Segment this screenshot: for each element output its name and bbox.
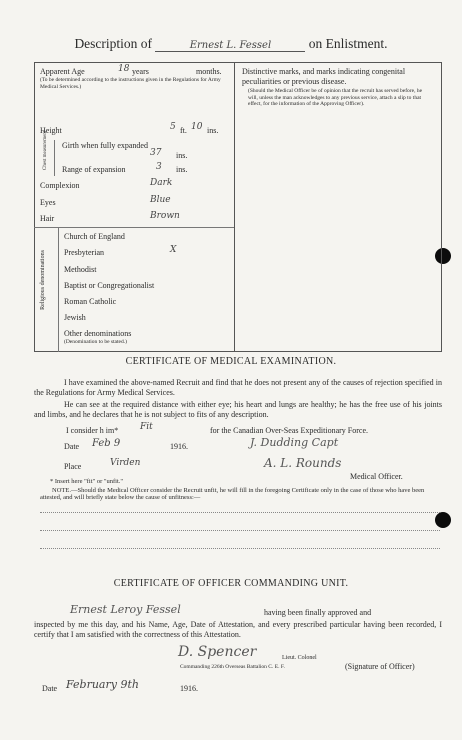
religion-other-note: (Denomination to be stated.) <box>64 339 127 345</box>
religion-top-rule <box>34 227 234 228</box>
commanding-year: 1916. <box>180 684 198 693</box>
age-note: (To be determined according to the instructions given in the Regulations for Army Medical Services.) <box>40 77 221 90</box>
presbyterian-mark: X <box>170 245 177 255</box>
medical-date-label: Date <box>64 442 80 451</box>
hair-value: Brown <box>150 211 180 221</box>
medical-heading: CERTIFICATE OF MEDICAL EXAMINATION. <box>125 356 337 367</box>
eyes-label: Eyes <box>40 198 56 207</box>
ins-label: ins. <box>207 126 219 135</box>
range-label: Range of expansion <box>62 165 126 174</box>
officer-signature-1: J. Dudding Capt <box>250 436 339 449</box>
religion-roman-catholic: Roman Catholic <box>64 297 117 306</box>
religion-baptist: Baptist or Congregationalist <box>64 281 155 290</box>
religion-label: Religious denominations <box>40 250 46 310</box>
unfit-reason-line-3 <box>40 548 440 549</box>
consider-prefix-text: I consider h <box>66 426 104 435</box>
range-unit: ins. <box>176 165 188 174</box>
medical-year: 1916. <box>170 442 188 451</box>
consider-prefix <box>66 426 118 435</box>
months-label: months. <box>196 67 222 76</box>
footnote-note: NOTE.—Should the Medical Officer consider the Recruit unfit, he will fill in the foregoing Certificate only in the case of those who have been attested, and will briefly state below the cause of unfitness:— <box>40 487 425 501</box>
medical-officer-title: Medical Officer. <box>350 472 403 481</box>
consider-star: im* <box>105 426 119 435</box>
commanding-officer-signature: D. Spencer <box>178 644 257 660</box>
commanding-date-value: February 9th <box>66 678 139 691</box>
eyes-value: Blue <box>150 195 171 205</box>
height-label: Height <box>40 126 62 135</box>
hair-label: Hair <box>40 214 55 223</box>
punch-hole-bottom <box>435 512 451 528</box>
years-label: years <box>132 67 149 76</box>
complexion-value: Dark <box>150 178 173 188</box>
chest-label: Chest measurement <box>43 130 48 170</box>
box-divider <box>234 62 235 352</box>
medical-para2: He can see at the required distance with either eye; his heart and lungs are healthy; he has the free use of his joints and limbs, and he declares that he is not subject to fits of any description. <box>34 400 442 419</box>
commanding-line1: having been finally approved and <box>264 608 372 617</box>
height-in-value: 10 <box>191 122 203 132</box>
commanding-stamp: Commanding 226th Overseas Battalion C. E. F. <box>180 664 285 670</box>
title-prefix: Description of <box>74 36 153 51</box>
commanding-rank: Lieut. Colonel <box>282 655 317 661</box>
ft-label: ft. <box>180 126 187 135</box>
range-value: 3 <box>156 162 162 172</box>
recruit-name-signed: Ernest Leroy Fessel <box>70 603 181 616</box>
religion-church-of-england: Church of England <box>64 232 125 241</box>
commanding-para: inspected by me this day, and his Name, Age, Date of Attestation, and every prescribed particular having been recorded, I certify that I am satisfied with the correctness of this Attestation. <box>34 620 442 639</box>
signature-of-officer-label: (Signature of Officer) <box>345 662 415 671</box>
officer-signature-2: A. L. Rounds <box>264 456 342 470</box>
commanding-date-label: Date <box>42 684 58 693</box>
apparent-age-label: Apparent Age <box>40 67 85 76</box>
religion-rule <box>58 227 59 352</box>
recruit-name-handwritten: Ernest L. Fessel <box>155 40 305 52</box>
religion-methodist: Methodist <box>64 265 97 274</box>
commanding-heading: CERTIFICATE OF OFFICER COMMANDING UNIT. <box>113 578 349 589</box>
religion-other: Other denominations <box>64 329 132 338</box>
girth-value: 37 <box>150 148 162 158</box>
complexion-label: Complexion <box>40 181 80 190</box>
medical-para1: I have examined the above-named Recruit and find that he does not present any of the causes of rejection specified in the Regulations for Army Medical Services. <box>34 378 442 397</box>
fit-value: Fit <box>140 422 153 432</box>
distinctive-marks-heading: Distinctive marks, and marks indicating congenital peculiarities or previous disease. <box>242 67 406 86</box>
girth-label: Girth when fully expanded <box>62 141 148 150</box>
religion-jewish: Jewish <box>64 313 86 322</box>
girth-unit: ins. <box>176 151 188 160</box>
place-label: Place <box>64 462 82 471</box>
page-title <box>0 36 462 52</box>
distinctive-marks-note: (Should the Medical Officer be of opinion that the recruit has served before, he will, unless the man acknowledges to any previous service, attach a slip to that effect, for the information of the Approving Officer). <box>248 88 423 107</box>
religion-presbyterian: Presbyterian <box>64 248 104 257</box>
footnote-fit: * Insert here "fit" or "unfit." <box>50 478 124 485</box>
medical-date-value: Feb 9 <box>92 438 121 449</box>
unfit-reason-line-2 <box>40 530 440 531</box>
apparent-age-value: 18 <box>118 64 130 74</box>
consider-suffix: for the Canadian Over-Seas Expeditionary Force. <box>210 426 369 435</box>
place-value: Virden <box>110 458 141 468</box>
height-ft-value: 5 <box>170 122 176 132</box>
unfit-reason-line-1 <box>40 512 440 513</box>
title-suffix: on Enlistment. <box>308 36 388 51</box>
